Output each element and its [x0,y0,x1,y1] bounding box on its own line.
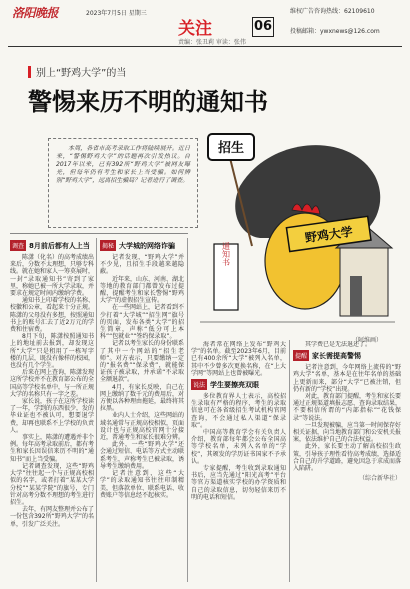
column-body [191,393,286,501]
paragraph: 近年来，山东、河南、湖北等地的教育部门都曾发布过提醒，提醒考生和家长警惕“野鸡大学”的虚假招生宣传。 [100,275,184,305]
section-title: 关注 [178,19,212,39]
paragraph: 此外，一些“野鸡大学”还会通过短信、电话等方式主动联系考生，声称考生已被录取，诱导考生缴纳费用。 [100,441,184,470]
column-lead-in [191,341,286,377]
lead-text: 本周，各省市高考录取工作将陆续展开。近日来，“警惕野鸡大学”的话题再次引发热议。自2017年以来，已有392所“野鸡大学”被网友曝光，但每年仍有考生和家长上当受骗。如何辨别“野鸡大学”，远离招生骗局？记者进行了调查。 [56,145,190,184]
issue-date: 2023年7月5日 星期三 [86,10,147,17]
paragraph: 记者调查发现，这些“野鸡大学”往往起一个与正规高校相似的名字，或者打着“某某大学分校”“某某学院”的旗号，专门针对高考分数不理想的考生进行招生。 [10,462,94,506]
column-top-rule [10,233,188,234]
lead-box [48,138,198,228]
article-column [293,341,401,582]
column-tag: 提醒 [293,350,309,361]
paragraph: 一旦发现被骗，应当第一时间保存好相关证据，向当地教育部门和公安机关报案，依法维护自己的合法权益。 [293,421,401,444]
building-door [350,276,362,316]
column-tag: 说法 [191,379,207,390]
recruit-sign-text: 招生 [217,141,245,156]
column-title: 学生要擦亮双眼 [210,380,260,389]
paragraph: 其学费已是无法退还了。 [305,341,372,348]
column-heading [191,379,286,390]
column-heading [293,350,401,361]
paragraph: 对此，教育部门提醒，考生和家长要通过正规渠道填报志愿、查询录取结果，不要相信所谓的“内部指标”“花钱保录”等说法。 [293,393,401,422]
paragraph: 业内人士介绍，这些网站的域名通常与正规高校相似，页面设计也与正规高校官网十分接近，普通考生和家长很难分辨。 [100,412,184,442]
editor-credits: 责编：张丑莉 审读：张伟 [178,39,246,46]
paragraph: 8月下旬，陈潇按照通知书上的地址前去报到，却发现这所“大学”只是租用了一栋写字楼的几层，既没有像样的校园，也没有几个学生。 [10,333,94,370]
column-divider [96,238,97,582]
headline: 警惕来历不明的通知书 [28,88,268,116]
article-column [10,238,94,582]
column-heading [10,240,94,251]
paragraph: 事实上，陈潇的遭遇并非个例。每年高考录取前后，都有考生和家长因误信来历不明的“通知书”而上当受骗。 [10,434,94,463]
paragraph: 专家提醒，考生收到录取通知书后，应当先通过“阳光高考”平台等官方渠道核实学校的办学资质和自己的录取信息，切勿轻信来历不明的电话和短信。 [191,465,286,501]
hotline-text: 维权广告咨询热线：62109610 [290,8,375,15]
paragraph: 此外，家长要主动了解高校招生政策，引导孩子理性看待高考成绩，选择适合自己的升学道路，避免因急于求成而落入陷阱。 [293,443,401,473]
column-title: 大学城的网络诈骗 [119,241,176,250]
university-sign-text: 野鸡大学 [304,224,354,246]
paragraph: 后来在网上查询，陈潇发现这所学校并不在教育部公布的全国高等学校名单中，与一所正规大学的名称只有一字之差。 [10,369,94,398]
paragraph: 去年，有网友整理并公布了一份包含392所“野鸡大学”的名单，引发广泛关注。 [10,506,94,528]
paragraph: 记者发现，“野鸡大学”并不少见，且招生手段越来越隐蔽。 [100,254,184,276]
article-column [100,238,184,582]
paragraph: 多位教育界人士表示，高校招生录取有严格的程序，考生的录取信息可在各省级招生考试机构官网查询，不会通过私人渠道“保录取”。 [191,393,286,429]
column-body [293,364,401,472]
column-tag: 调查 [10,240,26,251]
masthead-rule [8,46,402,47]
illustration-credit: （阿维画） [352,337,383,344]
paragraph: 4月，有家长反映，自己在网上缴纳了数千元的费用后，对方便以各种理由拖延，最终将其拉黑。 [100,383,184,413]
kicker-text: 别上“野鸡大学”的当 [36,68,127,79]
contact-email: 投稿邮箱：ywxnews@126.com [290,28,380,35]
paragraph: 家长说，孩子在这所学校读了一年，学到的东西很少，发的毕业证也不被认可，想要退学费，却再也联系不上学校的负责人。 [10,398,94,434]
column-body [10,254,94,528]
article-source: （综合新华社） [358,475,401,483]
paragraph: 中国高等教育学会有关负责人介绍，教育部每年都会公布全国高等学校名单，未列入名单的“学校”，其颁发的学历证书国家不予承认。 [191,429,286,465]
article-column [191,341,286,582]
column-body [100,254,184,499]
column-lead-in [293,341,401,348]
column-heading [100,240,184,251]
paragraph: 海者常在网络上发布“野鸡大学”的名单。截至2023年6月，目前已有400余所“大学”被列入名单，其中不少曾多次更换名称，在“上大学网”等网站上也曾被曝光。 [191,341,286,377]
paragraph: 通知书上印着学校的名称、校徽和公章，看起来十分正规。陈潇的父母没有多想，按照通知书上的账号汇去了近2万元的学费和住宿费。 [10,297,94,334]
column-divider [289,340,290,582]
building [340,246,388,316]
column-title: 8月前后都有人上当 [29,241,90,250]
paragraph: 记者以考生家长的身份联系了其中一个网站的“招生老师”。对方表示，只要缴纳一定的“报名费”“保录费”，就能保证孩子被录取，并承诺“不录取全额退款”。 [100,340,184,384]
kicker [28,64,126,79]
paragraph: 在一些网站上，记者看到不少打着“大学城”“招生网”旗号的页面，发布各类“大学”的招生简章，声称“低分可上本科”“包就业”“签约保录取”。 [100,304,184,341]
paragraph: 陈潇（化名）的高考成绩出来后，分数不太理想，只够专科线。就在她和家人一筹莫展时，一封“录取通知书”寄到了家里，称她已被一所大学录取，并要求在规定时间内缴纳学费。 [10,254,94,298]
kicker-bar [28,66,31,78]
newspaper-logo: 洛阳晚报 [12,6,59,20]
column-title: 家长需提高警惕 [312,351,362,360]
column-divider [187,238,188,582]
column-tag: 揭秘 [100,240,116,251]
paragraph: 记者注意到，这些“大学”的录取通知书往往印制精美，但落款单位、联系电话、收费账户等信息经不起核实。 [100,470,184,499]
cartoon-illustration [200,126,395,334]
paragraph: 记者注意到，今年网络上流传的“野鸡大学”名单，基本是在往年名单的基础上更新而来，部分“大学”已被注销，但仍有新的“学校”出现。 [293,364,401,393]
notice-label: 通知书 [221,242,231,266]
page-number: 06 [252,17,274,37]
